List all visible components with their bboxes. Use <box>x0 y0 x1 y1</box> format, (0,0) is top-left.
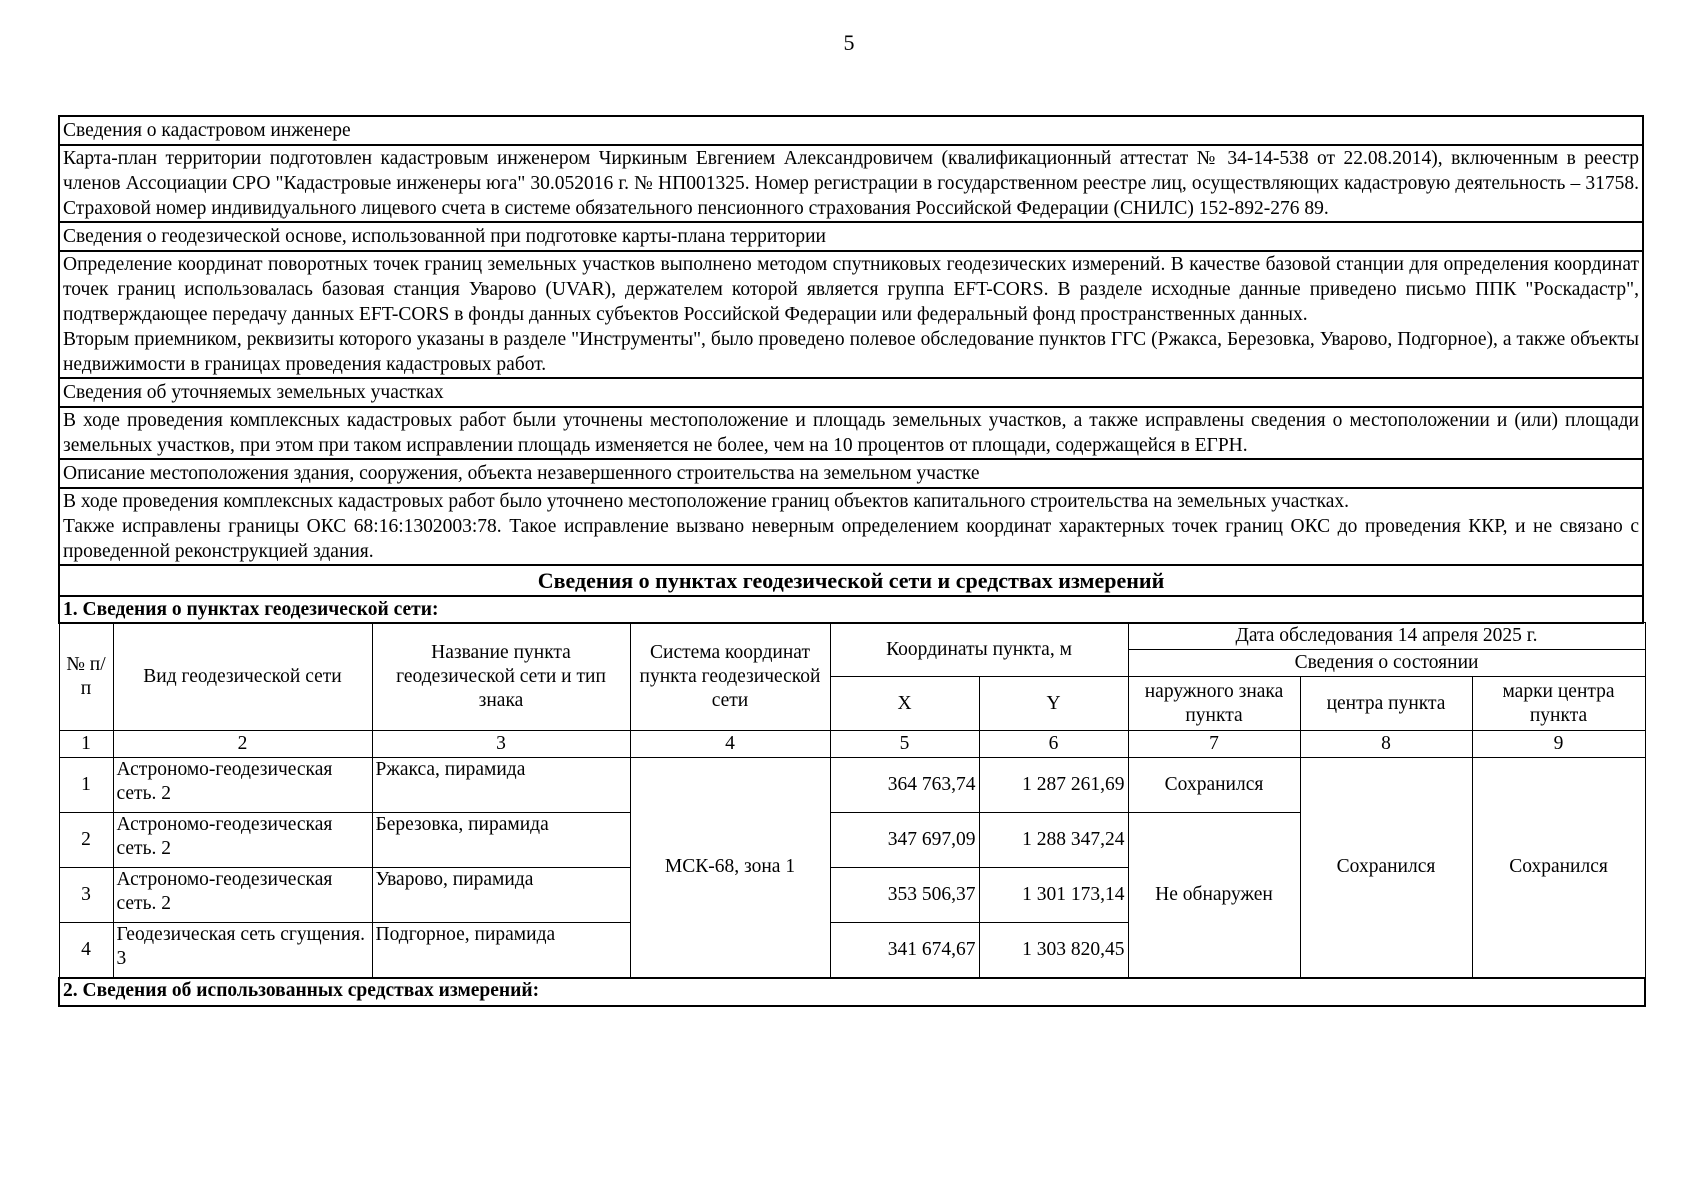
col-number: 3 <box>372 731 630 758</box>
buildings-paragraph-1: В ходе проведения комплексных кадастровых работ было уточнено местоположение границ объектов капитального строительства на земельных участках. <box>63 491 1350 512</box>
header-point-name: Название пункта геодезической сети и тип знака <box>372 623 630 731</box>
point-network-type: Астрономо-геодезическая сеть. 2 <box>113 868 372 923</box>
header-x: X <box>830 677 979 731</box>
point-x: 347 697,09 <box>830 813 979 868</box>
point-num: 4 <box>59 923 113 978</box>
engineer-title: Сведения о кадастровом инженере <box>59 116 1643 145</box>
point-name: Подгорное, пирамида <box>372 923 630 978</box>
header-coords: Координаты пункта, м <box>830 623 1128 677</box>
buildings-paragraph-2: Также исправлены границы ОКС 68:16:1302003:78. Такое исправление вызвано неверным определением координат характерных точек границ ОКС до проведения ККР, и не связано с проведенной реконструкцией здания. <box>63 516 1639 562</box>
header-center: центра пункта <box>1300 677 1472 731</box>
point-name: Ржакса, пирамида <box>372 758 630 813</box>
parcels-title: Сведения об уточняемых земельных участках <box>59 378 1643 407</box>
point-y: 1 288 347,24 <box>979 813 1128 868</box>
point-network-type: Астрономо-геодезическая сеть. 2 <box>113 813 372 868</box>
point-x: 353 506,37 <box>830 868 979 923</box>
page-number: 5 <box>843 30 855 55</box>
col-number: 7 <box>1128 731 1300 758</box>
buildings-title: Описание местоположения здания, сооружения, объекта незавершенного строительства на земельном участке <box>59 459 1643 488</box>
geodetic-basis-paragraph-2: Вторым приемником, реквизиты которого указаны в разделе "Инструменты", было проведено полевое обследование пунктов ГГС (Ржакса, Березовка, Уварово, Подгорное), а также объекты недвижимости в границах проведения кадастровых работ. <box>63 329 1639 375</box>
point-num: 3 <box>59 868 113 923</box>
center-mark-value: Сохранился <box>1472 758 1645 978</box>
engineer-body: Карта-план территории подготовлен кадастровым инженером Чиркиным Евгением Александровичем (квалификационный аттестат № 34-14-538 от 22.08.2014), включенным в реестр членов Ассоциации СРО "Кадастровые инженеры юга" 30.052016 г. № НП001325. Номер регистрации в государственном реестре лиц, осуществляющих кадастровую деятельность – 31758. Страховой номер индивидуального лицевого счета в системе обязательного пенсионного страхования Российской Федерации (СНИЛС) 152-892-276 89. <box>59 145 1643 222</box>
header-survey-date: Дата обследования 14 апреля 2025 г. <box>1128 623 1645 650</box>
point-x: 341 674,67 <box>830 923 979 978</box>
header-y: Y <box>979 677 1128 731</box>
network-section-title: Сведения о пунктах геодезической сети и средствах измерений <box>59 565 1643 596</box>
geodetic-basis-title: Сведения о геодезической основе, использованной при подготовке карты-плана территории <box>59 222 1643 251</box>
point-x: 364 763,74 <box>830 758 979 813</box>
outer-sign-value: Не обнаружен <box>1128 813 1300 978</box>
point-network-type: Астрономо-геодезическая сеть. 2 <box>113 758 372 813</box>
point-y: 1 287 261,69 <box>979 758 1128 813</box>
parcels-body: В ходе проведения комплексных кадастровых работ были уточнены местоположение и площадь земельных участков, а также исправлены сведения о местоположении и (или) площади земельных участков, при этом при таком исправлении площадь изменяется не более, чем на 10 процентов от площади, содержащейся в ЕГРН. <box>59 407 1643 459</box>
network-subtitle-1: 1. Сведения о пунктах геодезической сети: <box>59 596 1643 623</box>
header-num: № п/п <box>59 623 113 731</box>
point-name: Березовка, пирамида <box>372 813 630 868</box>
point-network-type: Геодезическая сеть сгущения. 3 <box>113 923 372 978</box>
header-center-mark: марки центра пункта <box>1472 677 1645 731</box>
network-subtitle-2: 2. Сведения об использованных средствах измерений: <box>59 978 1645 1006</box>
col-number: 1 <box>59 731 113 758</box>
geodetic-points-table <box>58 622 1646 1007</box>
point-y: 1 301 173,14 <box>979 868 1128 923</box>
col-number: 6 <box>979 731 1128 758</box>
header-coord-system: Система координат пункта геодезической сети <box>630 623 830 731</box>
center-value: Сохранился <box>1300 758 1472 978</box>
document-body <box>58 115 1644 1007</box>
col-number: 4 <box>630 731 830 758</box>
col-number: 8 <box>1300 731 1472 758</box>
col-number: 9 <box>1472 731 1645 758</box>
table-row <box>59 758 1645 813</box>
coord-system-value: МСК-68, зона 1 <box>630 758 830 978</box>
header-outer-sign: наружного знака пункта <box>1128 677 1300 731</box>
col-number: 2 <box>113 731 372 758</box>
point-name: Уварово, пирамида <box>372 868 630 923</box>
header-state: Сведения о состоянии <box>1128 650 1645 677</box>
point-num: 1 <box>59 758 113 813</box>
outer-sign-value: Сохранился <box>1128 758 1300 813</box>
info-table <box>58 115 1644 624</box>
geodetic-basis-paragraph-1: Определение координат поворотных точек границ земельных участков выполнено методом спутниковых геодезических измерений. В качестве базовой станции для определения координат точек границ использовалась базовая станция Уварово (UVAR), держателем которой является группа EFT-CORS. В разделе исходные данные приведено письмо ППК "Роскадастр", подтверждающее передачу данных EFT-CORS в фонды данных субъектов Российской Федерации или федеральный фонд пространственных данных. <box>63 254 1639 325</box>
buildings-body <box>59 488 1643 565</box>
point-y: 1 303 820,45 <box>979 923 1128 978</box>
point-num: 2 <box>59 813 113 868</box>
col-number: 5 <box>830 731 979 758</box>
geodetic-basis-body <box>59 251 1643 378</box>
header-network-type: Вид геодезической сети <box>113 623 372 731</box>
